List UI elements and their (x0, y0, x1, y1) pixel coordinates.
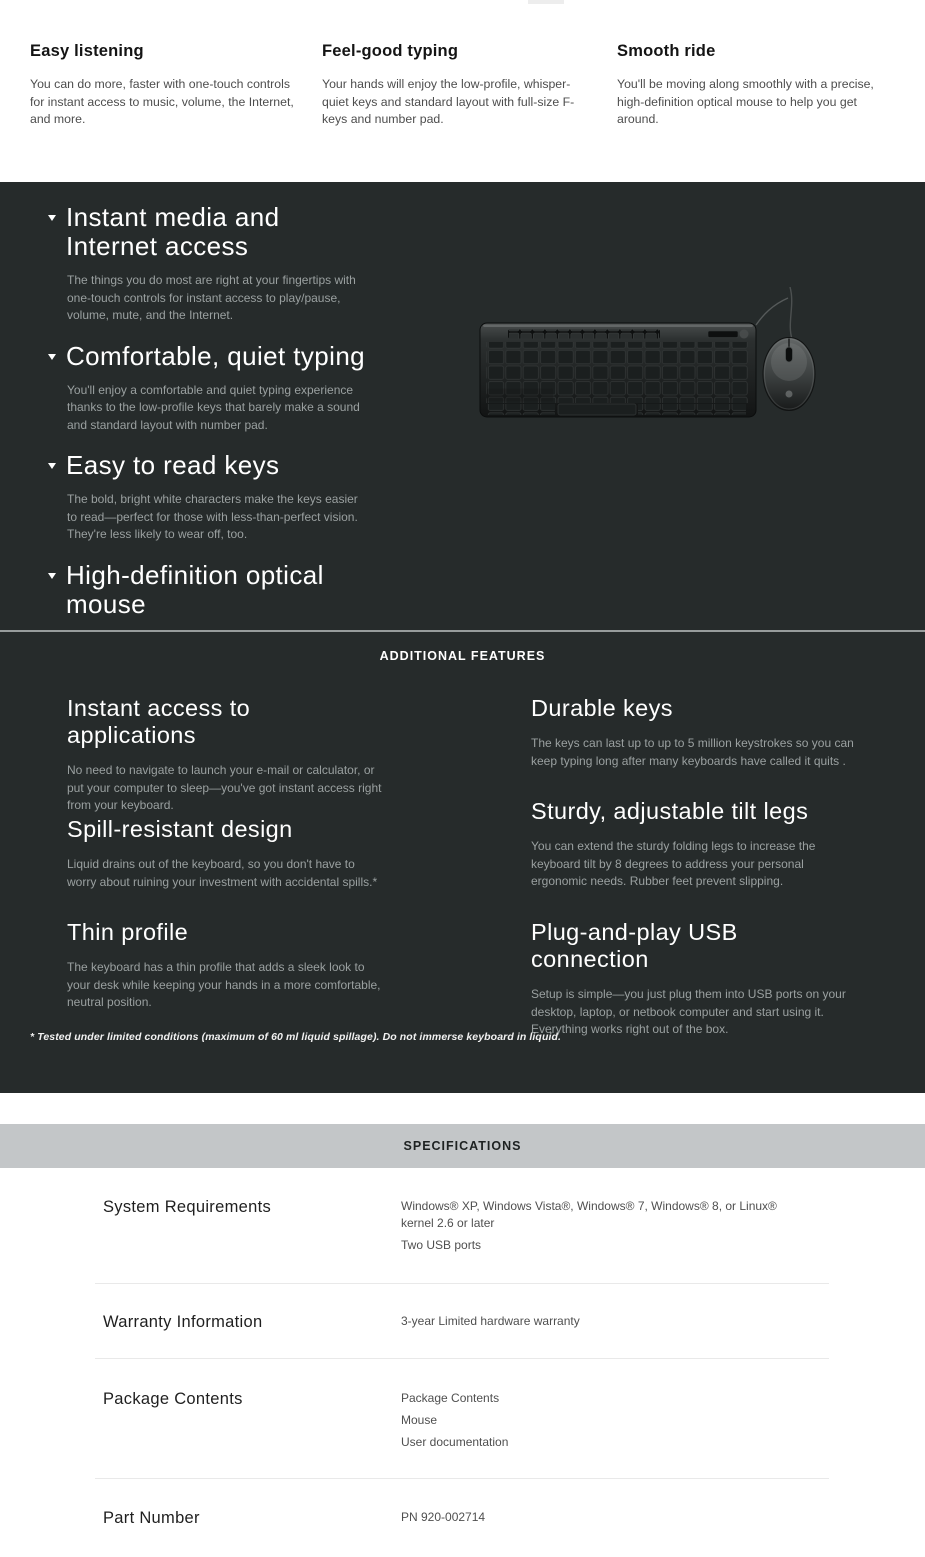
feature-body: You'll enjoy a comfortable and quiet typing experience thanks to the low-profile keys that barely make a sound and standard layout with number pad. (67, 382, 360, 432)
intro-title: Easy listening (30, 42, 144, 60)
additional-features-heading: ADDITIONAL FEATURES (379, 649, 546, 663)
feature-body: The things you do most are right at your fingertips with one-touch controls for instant access to play/pause, volume, mute, and the Internet. (67, 273, 356, 322)
section-gap (0, 1093, 925, 1124)
caret-down-icon (48, 573, 56, 579)
additional-item-tilt-legs (531, 798, 861, 891)
feature-toggle[interactable] (0, 203, 470, 261)
additional-title: Thin profile (67, 919, 189, 945)
spec-value: Mouse (401, 1413, 438, 1427)
spec-row-part-number (95, 1479, 829, 1555)
spec-values (401, 1509, 829, 1555)
intro-column-feel-good-typing (322, 42, 586, 129)
additional-item-spill-resistant (67, 816, 385, 891)
image-remnant (528, 0, 564, 4)
additional-body: You can extend the sturdy folding legs to increase the keyboard tilt by 8 degrees to address your personal ergonomic needs. Rubber feet prevent slipping. (531, 839, 816, 888)
additional-item-usb-connection (531, 919, 861, 1039)
additional-body: Liquid drains out of the keyboard, so you don't have to worry about ruining your investment with accidental spills.* (67, 857, 378, 889)
specifications-heading: SPECIFICATIONS (403, 1139, 522, 1153)
feature-toggle[interactable] (0, 451, 470, 480)
spec-label: Package Contents (103, 1390, 243, 1408)
additional-title: Durable keys (531, 695, 673, 721)
feature-toggle[interactable] (0, 342, 470, 371)
spec-value: User documentation (401, 1435, 509, 1449)
spec-value: Package Contents (401, 1391, 500, 1405)
spec-label: Warranty Information (103, 1313, 263, 1331)
caret-down-icon (48, 463, 56, 469)
additional-title: Plug-and-play USB connection (531, 919, 738, 972)
spec-values (401, 1390, 829, 1478)
spec-row-package-contents (95, 1359, 829, 1479)
feature-item-media-access (0, 203, 470, 325)
intro-body: Your hands will enjoy the low-profile, whisper-quiet keys and standard layout with full-size F-keys and number pad. (322, 77, 575, 126)
spec-value: 3-year Limited hardware warranty (401, 1314, 580, 1328)
additional-item-durable-keys (531, 695, 861, 770)
intro-title: Smooth ride (617, 42, 716, 60)
additional-title: Spill-resistant design (67, 816, 293, 842)
spec-value: Windows® XP, Windows Vista®, Windows® 7, Windows® 8, or Linux® kernel 2.6 or later (401, 1199, 777, 1230)
feature-item-quiet-typing (0, 342, 470, 435)
spec-row-warranty (95, 1284, 829, 1359)
additional-title: Instant access to applications (67, 695, 251, 748)
spec-values (401, 1198, 829, 1283)
spec-value: Two USB ports (401, 1238, 482, 1252)
feature-title: High-definition optical mouse (66, 559, 324, 619)
intro-title: Feel-good typing (322, 42, 459, 60)
spec-label: System Requirements (103, 1198, 272, 1216)
caret-down-icon (48, 354, 56, 360)
spill-test-footnote: * Tested under limited conditions (maximum of 60 ml liquid spillage). Do not immerse keyboard in liquid. (30, 1031, 562, 1043)
features-section (0, 182, 925, 632)
additional-title: Sturdy, adjustable tilt legs (531, 798, 809, 824)
spec-value: PN 920-002714 (401, 1510, 486, 1524)
intro-section (0, 0, 925, 182)
additional-item-instant-access (67, 695, 385, 815)
intro-column-easy-listening (30, 42, 294, 129)
additional-body: No need to navigate to launch your e-mail or calculator, or put your computer to sleep—you've got instant access right from your keyboard. (67, 763, 382, 812)
specifications-table (0, 1168, 925, 1555)
intro-body: You'll be moving along smoothly with a precise, high-definition optical mouse to help you get around. (617, 77, 874, 126)
spec-row-system-requirements (95, 1168, 829, 1284)
spec-label: Part Number (103, 1509, 200, 1527)
feature-item-easy-read-keys (0, 451, 470, 544)
feature-body: The bold, bright white characters make the keys easier to read—perfect for those with less-than-perfect vision. They're less likely to wear off, too. (67, 492, 358, 541)
additional-features-section (0, 632, 925, 1093)
feature-title: Easy to read keys (66, 450, 280, 480)
spec-values (401, 1313, 829, 1358)
feature-title: Comfortable, quiet typing (66, 340, 366, 371)
specifications-header-bar (0, 1124, 925, 1168)
additional-body: The keyboard has a thin profile that adds a sleek look to your desk while keeping your hands in a more comfortable, neutral position. (67, 960, 381, 1009)
additional-body: The keys can last up to up to 5 million keystrokes so you can keep typing long after many keyboards have called it quits . (531, 736, 854, 768)
keyboard-and-mouse-image (470, 287, 840, 447)
additional-body: Setup is simple—you just plug them into USB ports on your desktop, laptop, or netbook computer and start using it. Everything works right out of the box. (531, 987, 846, 1036)
intro-column-smooth-ride (617, 42, 881, 129)
intro-body: You can do more, faster with one-touch controls for instant access to music, volume, the Internet, and more. (30, 77, 294, 126)
caret-down-icon (48, 215, 56, 221)
feature-toggle[interactable] (0, 561, 470, 619)
additional-item-thin-profile (67, 919, 385, 1012)
feature-list (0, 203, 470, 699)
feature-title: Instant media and Internet access (66, 202, 280, 261)
